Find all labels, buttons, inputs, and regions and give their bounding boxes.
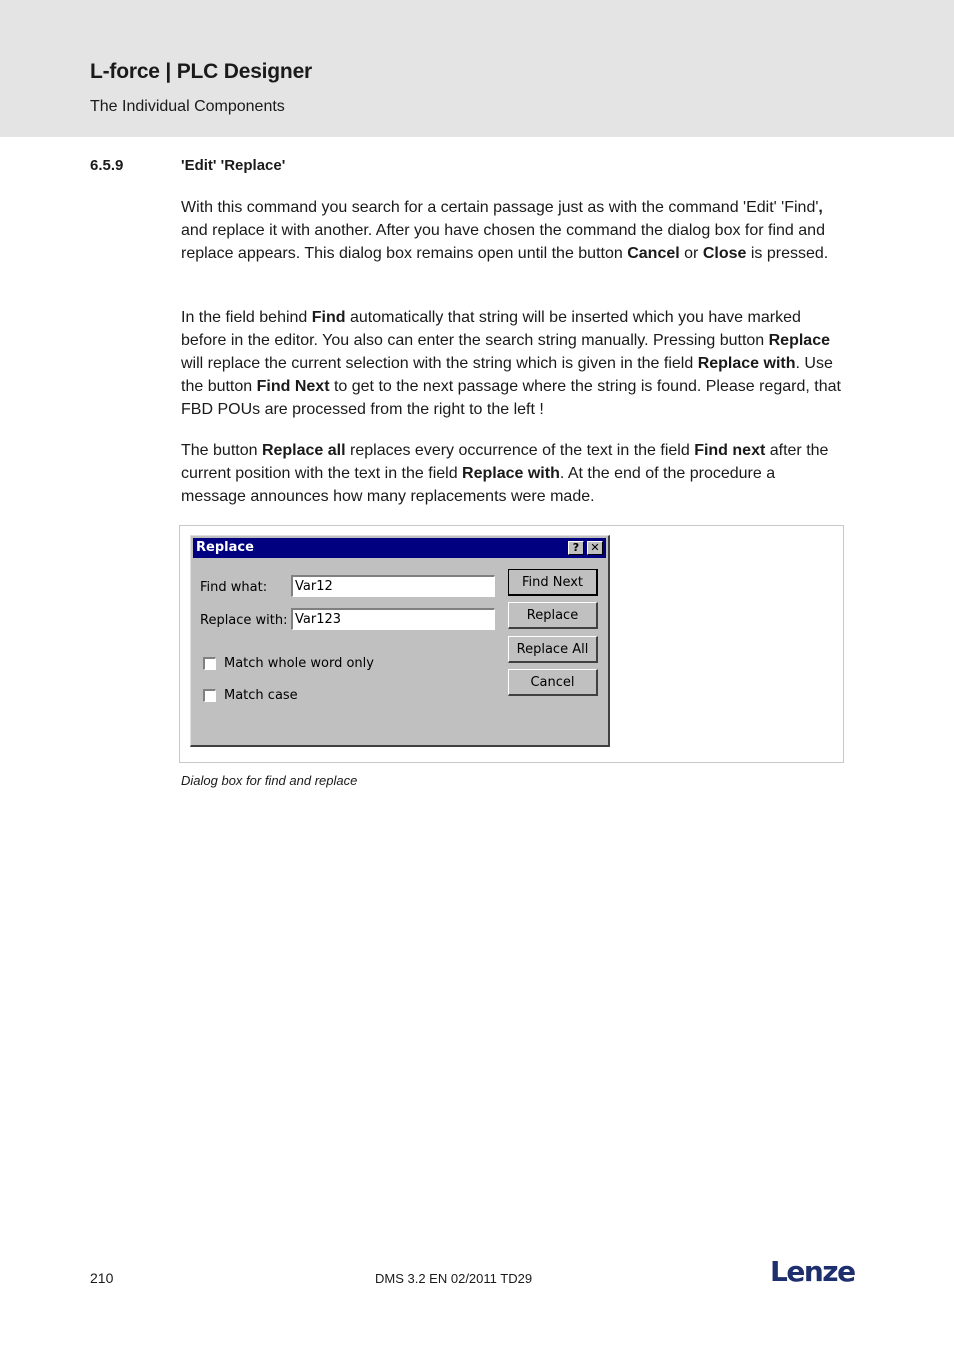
find-what-label: Find what:	[200, 580, 268, 595]
match-case-checkbox[interactable]	[203, 689, 216, 702]
match-whole-word-checkbox[interactable]	[203, 657, 216, 670]
paragraph-replace-all: The button Replace all replaces every occurrence of the text in the field Find next after the current position with the text in the field Replace with. At the end of the procedure a message announces how many replacements were made.	[181, 442, 829, 505]
replace-dialog	[190, 535, 610, 747]
close-icon[interactable]: ✕	[587, 541, 603, 555]
replace-button[interactable]: Replace	[508, 602, 598, 629]
find-what-input[interactable]	[291, 575, 495, 597]
help-icon[interactable]: ?	[568, 541, 584, 555]
replace-with-input[interactable]	[291, 608, 495, 630]
match-case-label: Match case	[224, 688, 298, 703]
match-whole-word-label: Match whole word only	[224, 656, 374, 671]
paragraph-intro: With this command you search for a certain passage just as with the command 'Edit' 'Find', and replace it with another. After you have chosen the command the dialog box for find and replace appears. This dialog box remains open until the button Cancel or Close is pressed.	[181, 199, 829, 262]
cancel-button[interactable]: Cancel	[508, 669, 598, 696]
replace-all-button[interactable]: Replace All	[508, 636, 598, 663]
document-title: L-force | PLC Designer	[90, 60, 313, 83]
figure-caption: Dialog box for find and replace	[181, 773, 358, 788]
section-number: 6.5.9	[90, 157, 124, 174]
document-subtitle: The Individual Components	[90, 98, 285, 115]
replace-with-label: Replace with:	[200, 613, 288, 628]
page-number: 210	[90, 1270, 114, 1286]
dialog-title: Replace	[196, 540, 254, 555]
section-title: 'Edit' 'Replace'	[181, 157, 286, 174]
lenze-logo: Lenze	[770, 1255, 855, 1288]
dialog-titlebar[interactable]	[193, 538, 606, 558]
find-next-button[interactable]: Find Next	[508, 569, 598, 596]
paragraph-find-field: In the field behind Find automatically that string will be inserted which you have marked before in the editor. You also can enter the search string manually. Pressing button Replace will replace the current selection with the string which is given in the field Replace with. Use the button Find Next to get to the next passage where the string is found. Please regard, that FBD POUs are processed from the right to the left !	[181, 309, 841, 418]
footer-document-id: DMS 3.2 EN 02/2011 TD29	[375, 1271, 533, 1286]
